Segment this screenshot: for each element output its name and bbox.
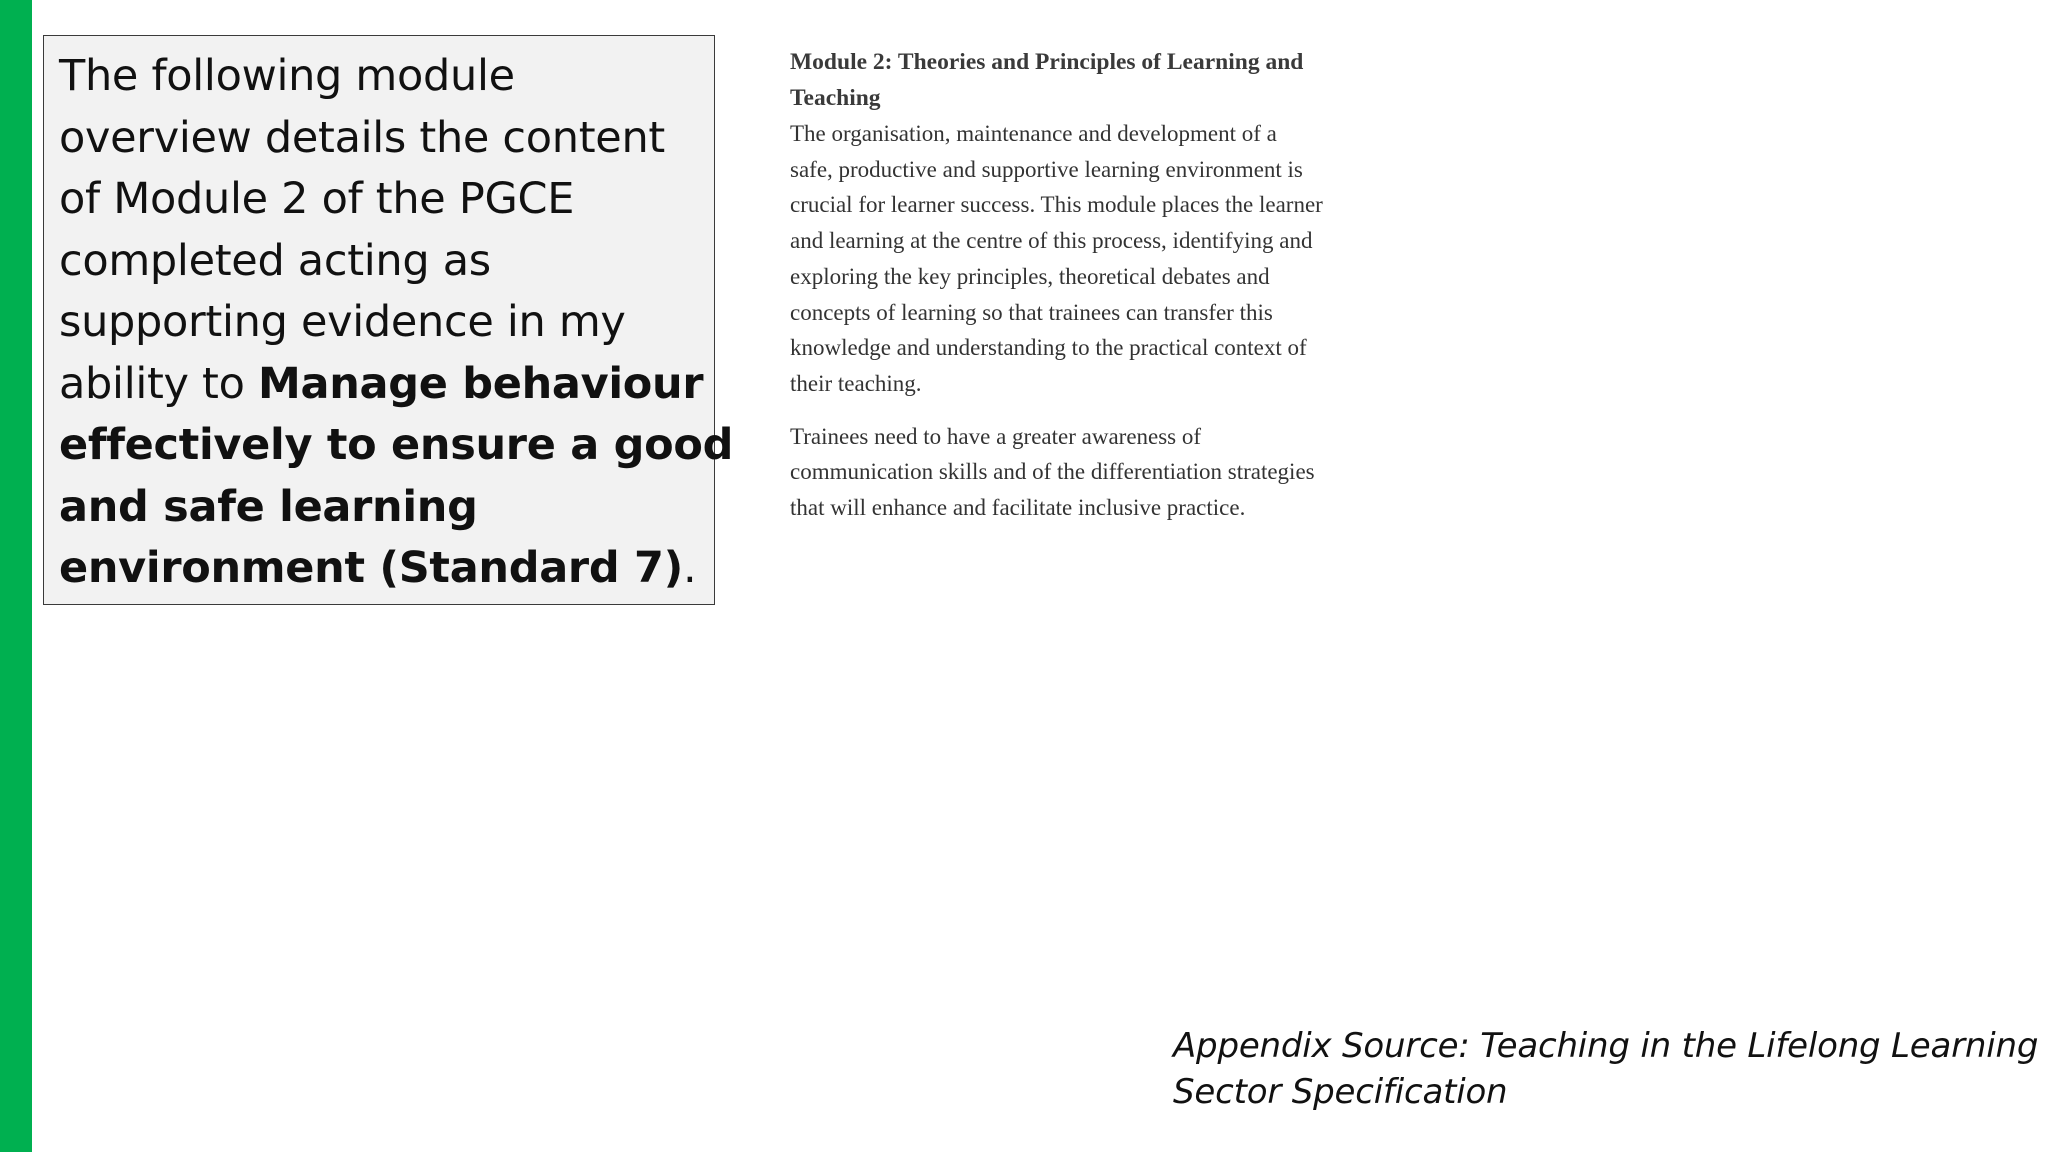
intro-bold-line: and safe learning bbox=[59, 481, 478, 532]
intro-bold-line: effectively to ensure a good bbox=[59, 420, 734, 470]
intro-bold-line-final bbox=[59, 538, 700, 600]
intro-line: overview details the content bbox=[59, 112, 665, 163]
appendix-source-note: Appendix Source: Teaching in the Lifelong Learning Sector Specification bbox=[1173, 1026, 2039, 1112]
intro-line-plain-part: ability to bbox=[59, 358, 258, 409]
accent-bar bbox=[0, 0, 32, 1152]
module-paragraph-1: The organisation, maintenance and development of a safe, productive and supportive learning environment is crucial for learner success. This module places the learner and learning at the centre of this process, identifying and exploring the key principles, theoretical debates and concepts of learning so that trainees can transfer this knowledge and understanding to the practical context of their teaching. bbox=[790, 121, 1323, 396]
intro-text-box bbox=[43, 35, 734, 605]
intro-line: supporting evidence in my bbox=[59, 297, 626, 347]
intro-line-bold-part: Manage behaviour bbox=[258, 358, 704, 409]
intro-line: completed acting as bbox=[59, 235, 491, 286]
module-paragraph-2: Trainees need to have a greater awareness of communication skills and of the differentiation strategies that will enhance and facilitate inclusive practice. bbox=[790, 423, 1315, 521]
module-overview-excerpt bbox=[790, 44, 1400, 526]
intro-line-mixed bbox=[59, 354, 704, 416]
standard-reference: environment (Standard 7) bbox=[59, 543, 683, 593]
module-title: Module 2: Theories and Principles of Learning and Teaching bbox=[790, 49, 1304, 111]
intro-line: The following module bbox=[59, 51, 515, 101]
intro-end-punct: . bbox=[682, 543, 697, 593]
intro-line: of Module 2 of the PGCE bbox=[59, 174, 575, 224]
